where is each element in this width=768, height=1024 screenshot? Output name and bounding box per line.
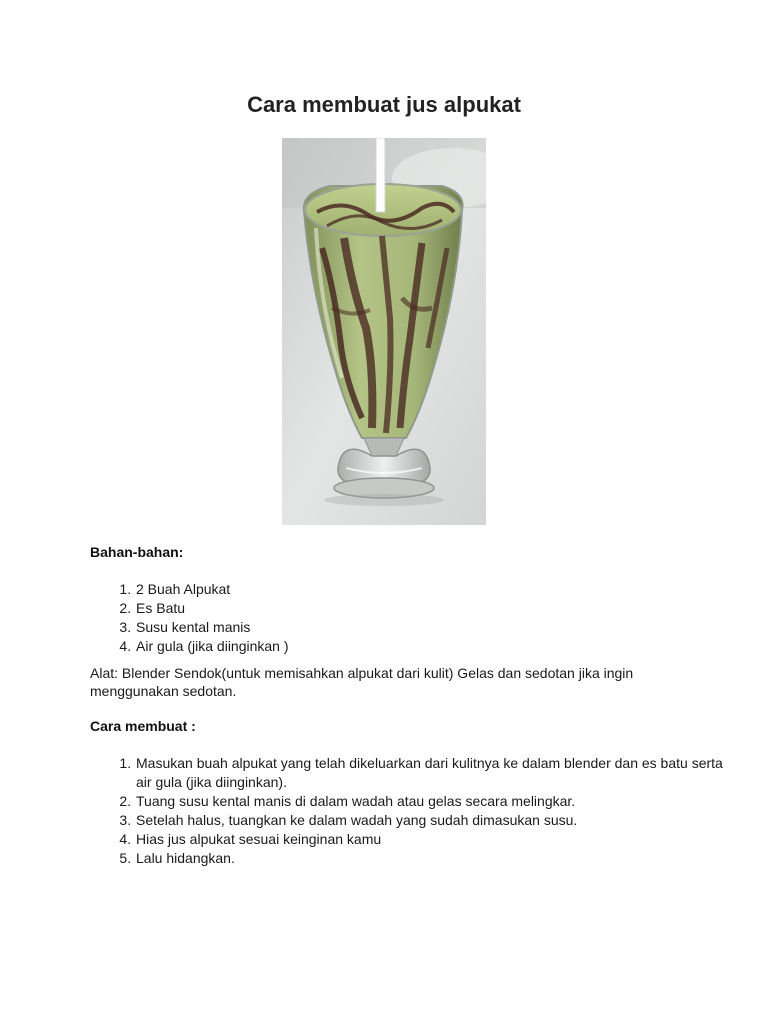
ingredient-item: 4. Air gula (jika diinginkan ) bbox=[135, 637, 725, 656]
step-item: 2. Tuang susu kental manis di dalam wadah atau gelas secara melingkar. bbox=[135, 792, 725, 811]
step-item: 3. Setelah halus, tuangkan ke dalam wadah yang sudah dimasukan susu. bbox=[135, 811, 725, 830]
ingredient-item: 1. 2 Buah Alpukat bbox=[135, 580, 725, 599]
ingredients-heading: Bahan-bahan: bbox=[90, 544, 184, 560]
step-item: 4. Hias jus alpukat sesuai keinginan kamu bbox=[135, 830, 725, 849]
steps-heading: Cara membuat : bbox=[90, 718, 196, 734]
juice-glass-illustration bbox=[282, 138, 486, 525]
ingredients-list bbox=[90, 580, 725, 656]
step-item: 5. Lalu hidangkan. bbox=[135, 849, 725, 868]
steps-list bbox=[90, 754, 725, 868]
page-title: Cara membuat jus alpukat bbox=[247, 92, 521, 117]
ingredient-item: 3. Susu kental manis bbox=[135, 618, 725, 637]
tools-paragraph: Alat: Blender Sendok(untuk memisahkan alpukat dari kulit) Gelas dan sedotan jika ingin menggunakan sedotan. bbox=[90, 665, 634, 699]
step-item: 1. Masukan buah alpukat yang telah dikeluarkan dari kulitnya ke dalam blender dan es batu serta air gula (jika diinginkan). bbox=[135, 754, 725, 792]
ingredient-item: 2. Es Batu bbox=[135, 599, 725, 618]
avocado-juice-photo bbox=[282, 138, 486, 525]
